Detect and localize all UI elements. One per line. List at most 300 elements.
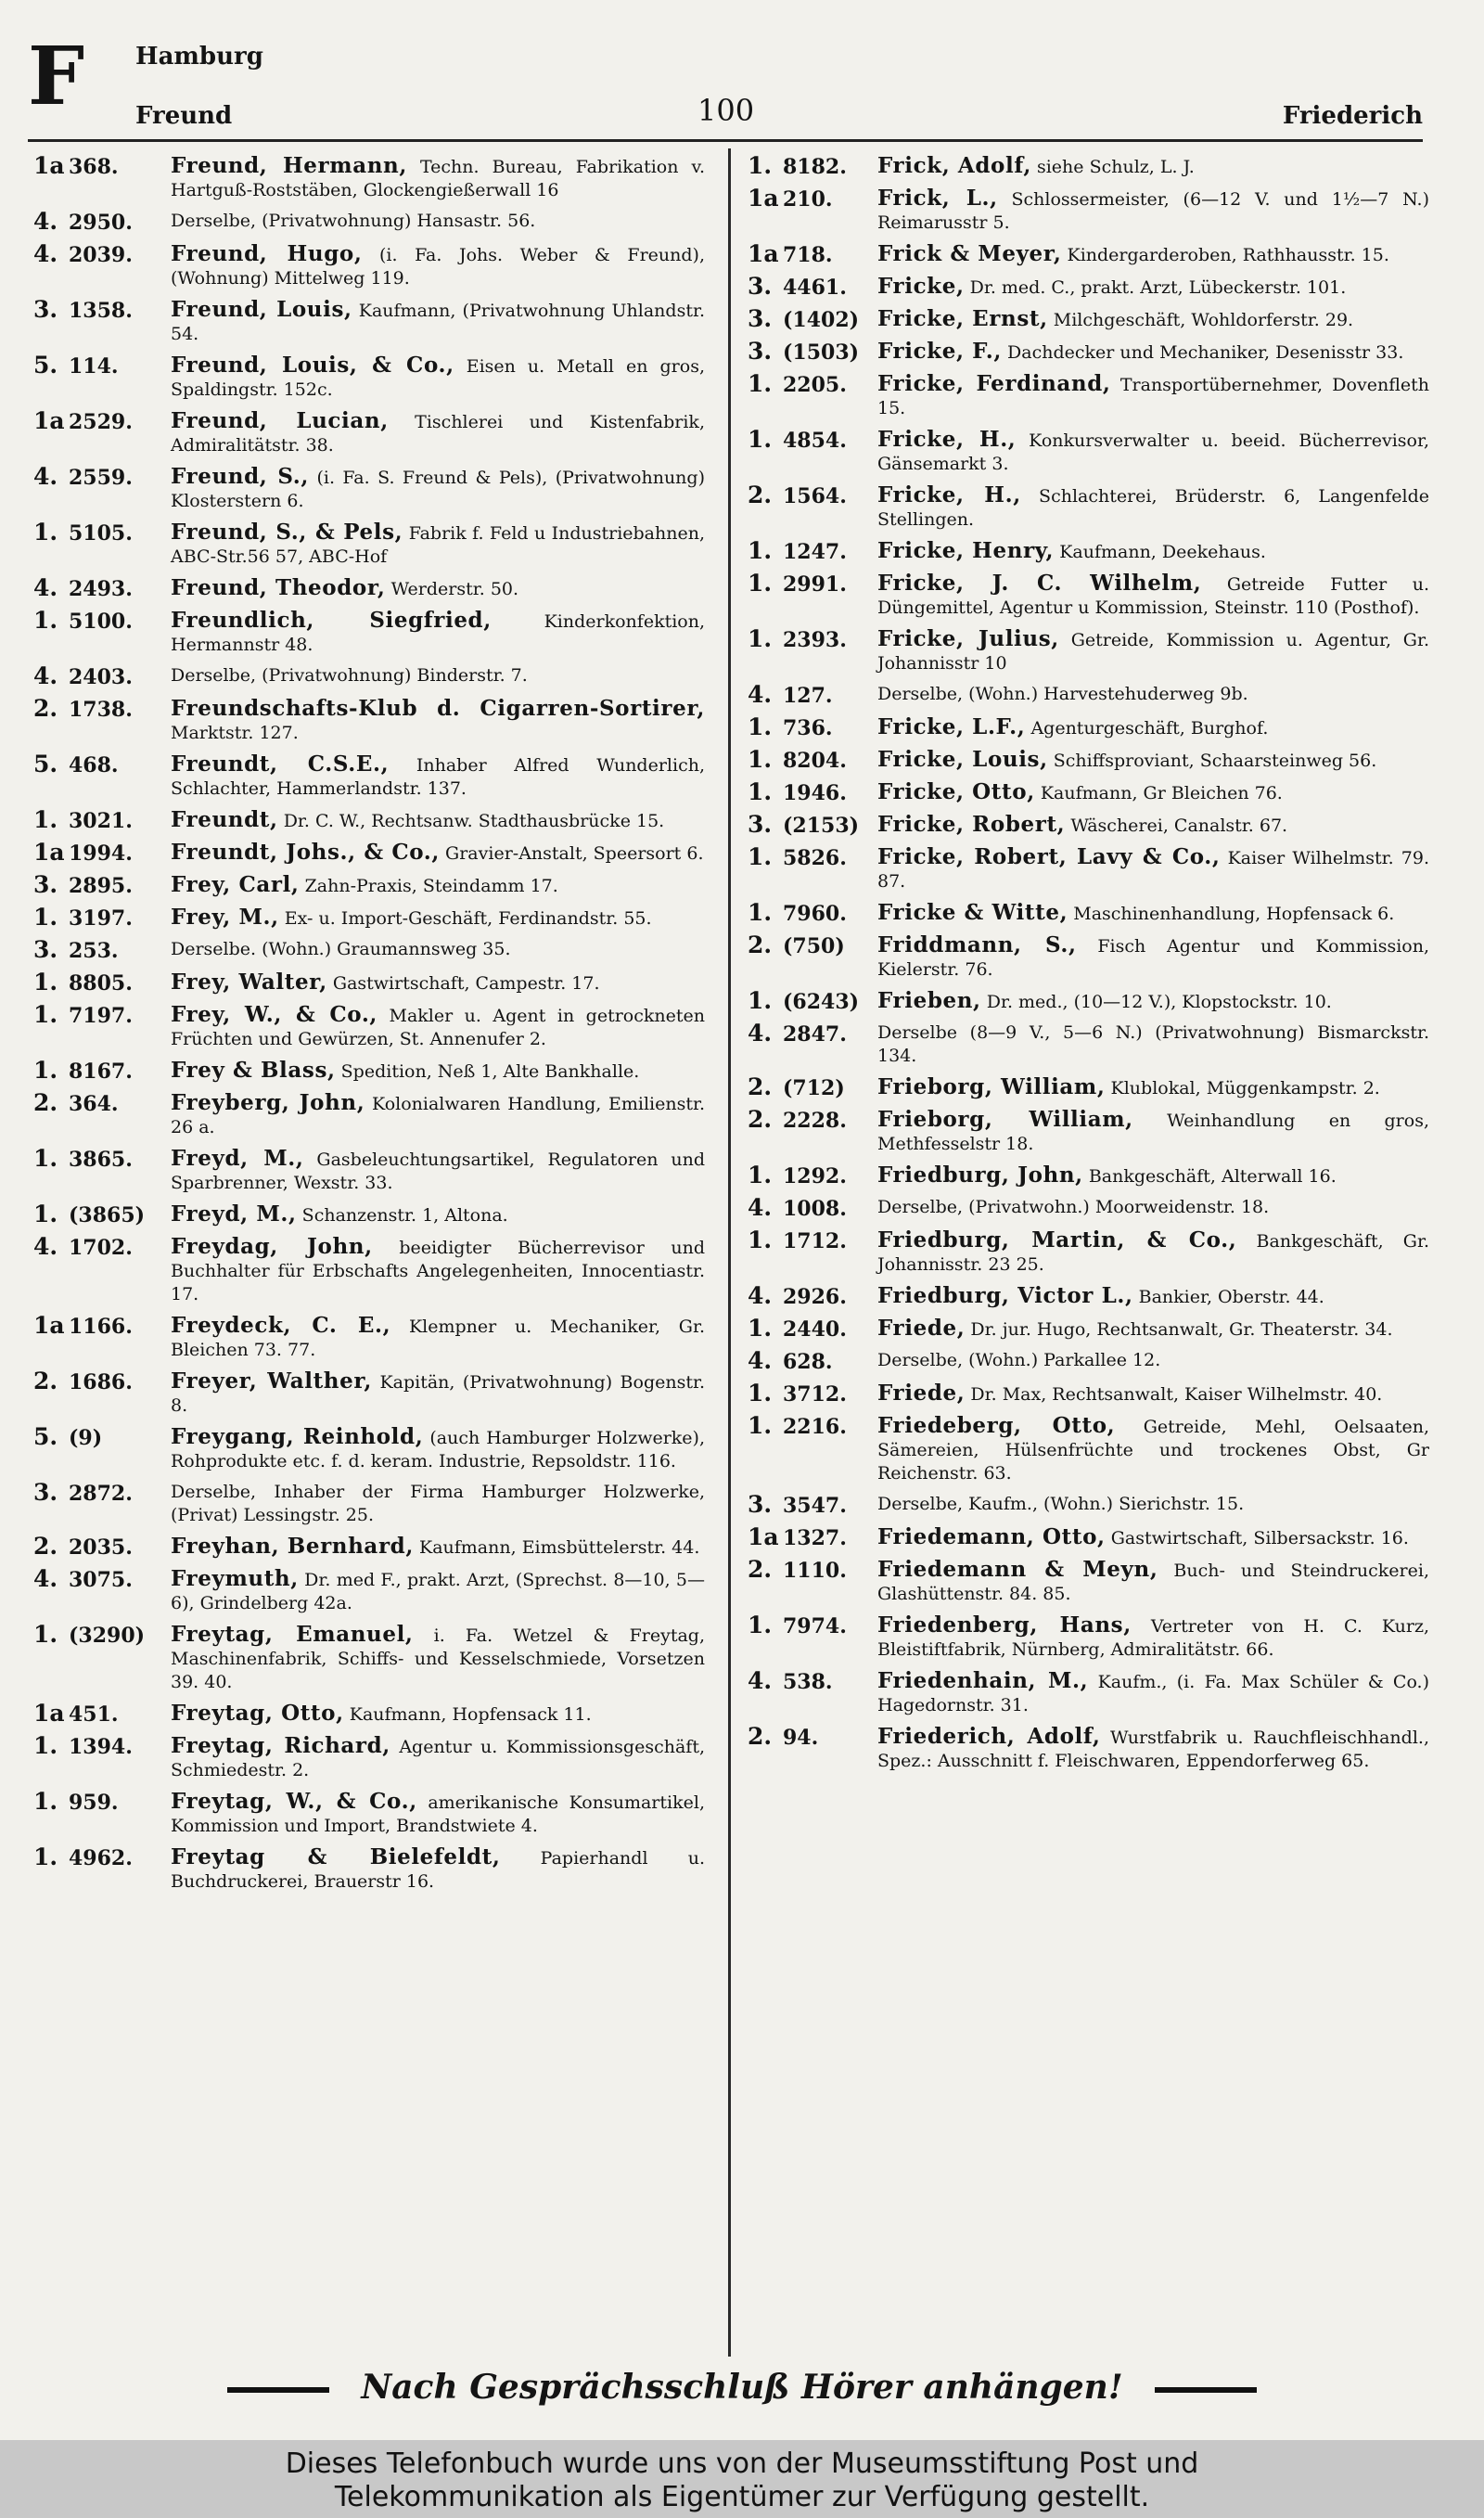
exchange-prefix: 1a	[748, 240, 779, 267]
line-number: 1686.	[69, 1370, 133, 1394]
subscriber-details: Derselbe, (Wohn.) Parkallee 12.	[877, 1350, 1161, 1370]
subscriber-name: Fricke, Louis,	[877, 747, 1048, 772]
subscriber-name: Friede,	[877, 1316, 966, 1341]
subscriber-name: Freund, S., & Pels,	[171, 520, 403, 545]
phone-number	[33, 664, 171, 689]
entry-text	[171, 210, 705, 233]
exchange-prefix: 1a	[33, 1312, 65, 1339]
exchange-prefix: 1.	[33, 969, 58, 996]
subscriber-name: Fricke, Otto,	[877, 779, 1035, 804]
line-number: 253.	[69, 939, 119, 963]
subscriber-details: Dr. med. C., prakt. Arzt, Lübeckerstr. 101.	[969, 277, 1347, 298]
line-number: (750)	[783, 934, 845, 958]
phone-number	[33, 752, 171, 777]
subscriber-details: Makler u. Agent in getrockneten Früchten und Gewürzen, St. Annenufer 2.	[171, 1006, 705, 1049]
phone-number	[33, 154, 171, 179]
subscriber-name: Frey & Blass,	[171, 1058, 336, 1083]
directory-entry	[33, 1623, 705, 1694]
subscriber-details: i. Fa. Wetzel & Freytag, Maschinenfabrik, Schiffs- und Kesselschmiede, Vorsetzen 39. 40.	[171, 1625, 705, 1692]
exchange-prefix: 1a	[33, 1700, 65, 1727]
subscriber-details: Kaiser Wilhelmstr. 79. 87.	[877, 848, 1429, 892]
line-number: (6243)	[783, 990, 860, 1014]
directory-entry	[748, 572, 1429, 620]
subscriber-details: Weinhandlung en gros, Methfesselstr 18.	[877, 1111, 1429, 1154]
entry-text	[877, 372, 1429, 420]
entry-text	[877, 186, 1429, 235]
exchange-prefix: 4.	[748, 1667, 773, 1694]
subscriber-name: Fricke, Robert, Lavy & Co.,	[877, 844, 1221, 869]
entry-text	[171, 1734, 705, 1782]
subscriber-details: Bankgeschäft, Gr. Johannisstr. 23 25.	[877, 1231, 1429, 1275]
line-number: 1358.	[69, 299, 133, 323]
exchange-prefix: 3.	[748, 338, 773, 365]
slogan-dash-right	[1155, 2387, 1257, 2393]
subscriber-name: Freyd, M.,	[171, 1146, 304, 1171]
phone-number	[748, 715, 877, 740]
line-number: 210.	[783, 187, 833, 212]
subscriber-name: Friedenberg, Hans,	[877, 1612, 1132, 1638]
line-number: 468.	[69, 753, 119, 777]
phone-number	[748, 1349, 877, 1374]
phone-number	[33, 1535, 171, 1560]
exchange-prefix: 1.	[748, 987, 773, 1014]
left-column	[33, 154, 705, 1901]
directory-entry	[748, 428, 1429, 476]
line-number: 7197.	[69, 1004, 133, 1028]
subscriber-details: Transportübernehmer, Dovenfleth 15.	[877, 375, 1429, 418]
subscriber-name: Freydag, John,	[171, 1234, 373, 1259]
subscriber-details: Kaufmann, Gr Bleichen 76.	[1040, 783, 1283, 803]
directory-entry	[748, 989, 1429, 1014]
line-number: (9)	[69, 1426, 103, 1450]
page-number: 100	[697, 93, 755, 128]
subscriber-name: Freydeck, C. E.,	[171, 1313, 391, 1338]
exchange-prefix: 2.	[33, 1533, 58, 1560]
line-number: 1738.	[69, 698, 133, 722]
entry-text	[171, 1845, 705, 1894]
subscriber-name: Freund, Hugo,	[171, 241, 363, 266]
line-number: 3197.	[69, 906, 133, 931]
subscriber-name: Frey, Carl,	[171, 872, 300, 897]
directory-entry	[748, 1317, 1429, 1342]
line-number: 538.	[783, 1670, 833, 1694]
exchange-prefix: 4.	[33, 463, 58, 490]
subscriber-details: Tischlerei und Kistenfabrik, Admiralitätstr. 38.	[171, 412, 705, 456]
directory-entry	[33, 1202, 705, 1227]
entry-text	[171, 1623, 705, 1694]
phone-number	[33, 1702, 171, 1727]
subscriber-name: Freundt, Johs., & Co.,	[171, 840, 440, 865]
exchange-prefix: 1.	[748, 152, 773, 179]
phone-number	[748, 1669, 877, 1694]
line-number: 2559.	[69, 466, 133, 490]
subscriber-name: Fricke, Henry,	[877, 538, 1055, 563]
directory-entry	[748, 715, 1429, 740]
entry-text	[877, 539, 1429, 564]
subscriber-name: Freytag & Bielefeldt,	[171, 1844, 501, 1869]
line-number: 1292.	[783, 1164, 847, 1188]
entry-text	[877, 1725, 1429, 1773]
line-number: 2216.	[783, 1415, 847, 1439]
exchange-prefix: 1.	[748, 746, 773, 773]
entry-text	[877, 1613, 1429, 1662]
exchange-prefix: 1.	[748, 1412, 773, 1439]
subscriber-details: amerikanische Konsumartikel, Kommission und Import, Brandstwiete 4.	[171, 1792, 705, 1836]
directory-entry	[748, 1381, 1429, 1407]
entry-text	[171, 576, 705, 601]
subscriber-details: Dr. Max, Rechtsanwalt, Kaiser Wilhelmstr. 40.	[970, 1384, 1383, 1405]
exchange-prefix: 1.	[748, 537, 773, 564]
entry-text	[877, 1669, 1429, 1717]
entry-text	[171, 808, 705, 833]
entry-text	[171, 242, 705, 290]
exchange-prefix: 4.	[748, 1347, 773, 1374]
directory-entry	[33, 576, 705, 601]
subscriber-details: Agentur u. Kommissionsgeschäft, Schmiedestr. 2.	[171, 1737, 705, 1780]
slogan-text: Nach Gesprächsschluß Hörer anhängen!	[361, 2368, 1123, 2407]
directory-entry	[33, 906, 705, 931]
phone-number	[748, 1525, 877, 1550]
phone-number	[748, 989, 877, 1014]
phone-number	[748, 845, 877, 870]
subscriber-details: Gasbeleuchtungsartikel, Regulatoren und Sparbrenner, Wexstr. 33.	[171, 1150, 705, 1193]
phone-number	[33, 1734, 171, 1759]
subscriber-details: Maschinenhandlung, Hopfensack 6.	[1073, 904, 1395, 924]
entry-text	[171, 353, 705, 402]
entry-text	[877, 1108, 1429, 1156]
directory-entry	[748, 1196, 1429, 1221]
directory-entry	[33, 1059, 705, 1084]
entry-text	[877, 1284, 1429, 1309]
subscriber-name: Freundschafts-Klub d. Cigarren-Sortirer,	[171, 696, 705, 721]
exchange-prefix: 1.	[748, 1315, 773, 1342]
directory-entry	[748, 1108, 1429, 1156]
line-number: 718.	[783, 243, 833, 267]
exchange-prefix: 1.	[748, 370, 773, 397]
subscriber-name: Friedburg, Martin, & Co.,	[877, 1227, 1237, 1253]
directory-entry	[33, 242, 705, 290]
line-number: (3865)	[69, 1203, 146, 1227]
entry-text	[877, 340, 1429, 365]
directory-entry	[33, 1790, 705, 1838]
directory-entry	[748, 845, 1429, 893]
subscriber-details: Derselbe, Kaufm., (Wohn.) Sierichstr. 15.	[877, 1494, 1245, 1514]
line-number: 2039.	[69, 243, 133, 267]
phone-number	[748, 1558, 877, 1583]
exchange-prefix: 1.	[748, 899, 773, 926]
directory-entry	[33, 1147, 705, 1195]
phone-number	[748, 627, 877, 652]
line-number: 7960.	[783, 902, 847, 926]
directory-entry	[33, 1535, 705, 1560]
entry-text	[171, 409, 705, 457]
subscriber-details: Schiffsproviant, Schaarsteinweg 56.	[1053, 751, 1377, 771]
phone-number	[33, 970, 171, 996]
exchange-prefix: 2.	[748, 1556, 773, 1583]
line-number: 5105.	[69, 521, 133, 546]
directory-entry	[33, 1091, 705, 1139]
phone-number	[33, 1235, 171, 1260]
exchange-prefix: 3.	[33, 871, 58, 898]
subscriber-name: Friederich, Adolf,	[877, 1724, 1101, 1749]
phone-number	[33, 1003, 171, 1028]
entry-text	[171, 1425, 705, 1473]
entry-text	[877, 845, 1429, 893]
entry-text	[877, 813, 1429, 838]
entry-text	[877, 483, 1429, 532]
subscriber-details: Techn. Bureau, Fabrikation v. Hartguß-Roststäben, Glockengießerwall 16	[171, 157, 705, 200]
directory-entry	[748, 1228, 1429, 1277]
subscriber-name: Fricke & Witte,	[877, 900, 1068, 925]
entry-text	[877, 1317, 1429, 1342]
entry-text	[877, 572, 1429, 620]
subscriber-name: Fricke, F.,	[877, 339, 1002, 364]
phone-number	[748, 275, 877, 300]
directory-entry	[748, 1163, 1429, 1188]
line-number: 2393.	[783, 628, 847, 652]
subscriber-details: Klublokal, Müggenkampstr. 2.	[1110, 1078, 1380, 1098]
line-number: 4854.	[783, 429, 847, 453]
directory-entry	[33, 409, 705, 457]
exchange-prefix: 2.	[748, 931, 773, 958]
exchange-prefix: 1.	[748, 1612, 773, 1638]
subscriber-name: Friede,	[877, 1381, 966, 1406]
line-number: 2529.	[69, 410, 133, 434]
subscriber-name: Frey, M.,	[171, 905, 279, 930]
directory-entry	[748, 483, 1429, 532]
directory-entry	[748, 1021, 1429, 1068]
subscriber-details: Buch- und Steindruckerei, Glashüttenstr. 84. 85.	[877, 1561, 1429, 1604]
subscriber-details: Gastwirtschaft, Campestr. 17.	[332, 973, 600, 994]
phone-number	[33, 841, 171, 866]
directory-entry	[33, 520, 705, 569]
phone-number	[748, 1414, 877, 1439]
subscriber-details: Wurstfabrik u. Rauchfleischhandl., Spez.: Ausschnitt f. Fleischwaren, Eppendorferweg 65.	[877, 1728, 1429, 1771]
exchange-prefix: 1.	[748, 570, 773, 597]
subscriber-name: Frick, L.,	[877, 186, 998, 211]
entry-text	[171, 154, 705, 202]
directory-entry	[33, 1003, 705, 1051]
subscriber-details: Kindergarderoben, Rathhausstr. 15.	[1067, 245, 1389, 265]
phone-number	[748, 1196, 877, 1221]
subscriber-details: Schlossermeister, (6—12 V. und 1½—7 N.) Reimarusstr 5.	[877, 189, 1429, 233]
subscriber-details: Milchgeschäft, Wohldorferstr. 29.	[1053, 310, 1354, 330]
subscriber-name: Frey, Walter,	[171, 970, 327, 995]
subscriber-name: Friedeberg, Otto,	[877, 1413, 1116, 1438]
line-number: 1994.	[69, 841, 133, 866]
first-entry-name: Freund	[135, 102, 233, 130]
line-number: 2493.	[69, 577, 133, 601]
directory-entry	[748, 1725, 1429, 1773]
entry-text	[171, 1481, 705, 1527]
subscriber-details: Dr. C. W., Rechtsanw. Stadthausbrücke 15.	[283, 811, 665, 831]
subscriber-name: Frieborg, William,	[877, 1107, 1133, 1132]
phone-number	[748, 154, 877, 179]
phone-number	[33, 520, 171, 546]
entry-text	[877, 1021, 1429, 1068]
exchange-prefix: 1a	[748, 185, 779, 212]
subscriber-details: Kaufmann, Deekehaus.	[1059, 542, 1266, 562]
subscriber-details: Kaufm., (i. Fa. Max Schüler & Co.) Hagedornstr. 31.	[877, 1672, 1430, 1715]
line-number: 1564.	[783, 484, 847, 508]
directory-entry	[748, 1493, 1429, 1518]
subscriber-details: Getreide, Kommission u. Agentur, Gr. Johannisstr 10	[877, 630, 1429, 674]
exchange-prefix: 1a	[33, 839, 65, 866]
exchange-prefix: 4.	[33, 574, 58, 601]
line-number: 2895.	[69, 874, 133, 898]
subscriber-name: Friddmann, S.,	[877, 932, 1077, 957]
phone-number	[33, 210, 171, 235]
section-letter: F	[28, 30, 85, 123]
entry-text	[877, 1228, 1429, 1277]
line-number: 127.	[783, 684, 833, 708]
subscriber-details: Eisen u. Metall en gros, Spaldingstr. 152c.	[171, 356, 705, 400]
subscriber-details: Gravier-Anstalt, Speersort 6.	[445, 843, 704, 864]
phone-number	[33, 1059, 171, 1084]
subscriber-name: Freytag, W., & Co.,	[171, 1789, 417, 1814]
phone-number	[748, 1381, 877, 1407]
phone-number	[748, 933, 877, 958]
subscriber-details: Derselbe. (Wohn.) Graumannsweg 35.	[171, 939, 511, 959]
subscriber-name: Freund, Theodor,	[171, 575, 386, 600]
subscriber-details: Gastwirtschaft, Silbersackstr. 16.	[1110, 1528, 1409, 1548]
directory-entry	[33, 1235, 705, 1306]
exchange-prefix: 1.	[33, 1621, 58, 1648]
ownership-notice-bar	[0, 2440, 1484, 2518]
exchange-prefix: 1.	[33, 1732, 58, 1759]
directory-entry	[33, 841, 705, 866]
entry-text	[877, 1414, 1429, 1485]
city-name: Hamburg	[135, 43, 263, 71]
line-number: 3712.	[783, 1382, 847, 1407]
directory-entry	[748, 683, 1429, 708]
exchange-prefix: 1.	[748, 426, 773, 453]
line-number: 3547.	[783, 1494, 847, 1518]
phone-number	[748, 1725, 877, 1750]
phone-number	[748, 428, 877, 453]
phone-number	[33, 1314, 171, 1339]
phone-number	[33, 1845, 171, 1870]
phone-number	[748, 372, 877, 397]
exchange-prefix: 4.	[748, 681, 773, 708]
subscriber-details: Derselbe, (Wohn.) Harvestehuderweg 9b.	[877, 684, 1248, 704]
entry-text	[171, 906, 705, 931]
line-number: 1394.	[69, 1735, 133, 1759]
phone-number	[748, 780, 877, 805]
entry-text	[877, 715, 1429, 740]
entry-text	[877, 242, 1429, 267]
subscriber-name: Fricke,	[877, 274, 965, 299]
phone-number	[33, 576, 171, 601]
exchange-prefix: 1.	[33, 806, 58, 833]
subscriber-details: Derselbe, (Privatwohn.) Moorweidenstr. 18.	[877, 1197, 1270, 1217]
directory-entry	[748, 748, 1429, 773]
entry-text	[877, 748, 1429, 773]
phone-number	[748, 307, 877, 332]
directory-entry	[748, 275, 1429, 300]
entry-text	[171, 1059, 705, 1084]
entry-text	[171, 752, 705, 801]
subscriber-name: Friedburg, John,	[877, 1163, 1083, 1188]
exchange-prefix: 1.	[748, 1227, 773, 1253]
directory-entry	[748, 1414, 1429, 1485]
subscriber-name: Freyberg, John,	[171, 1090, 365, 1115]
phone-number	[33, 242, 171, 267]
directory-entry	[748, 340, 1429, 365]
phone-number	[748, 539, 877, 564]
directory-entry	[33, 808, 705, 833]
subscriber-name: Fricke, Ferdinand,	[877, 371, 1111, 396]
phone-number	[748, 483, 877, 508]
subscriber-details: Kapitän, (Privatwohnung) Bogenstr. 8.	[171, 1372, 706, 1416]
directory-entry	[33, 1314, 705, 1362]
directory-entry	[33, 697, 705, 745]
entry-text	[171, 1790, 705, 1838]
subscriber-name: Fricke, H.,	[877, 427, 1017, 452]
directory-entry	[748, 1669, 1429, 1717]
right-column	[748, 154, 1429, 1780]
line-number: 2228.	[783, 1109, 847, 1133]
subscriber-details: Derselbe, (Privatwohnung) Hansastr. 56.	[171, 211, 536, 231]
phone-number	[748, 1284, 877, 1309]
subscriber-name: Freundt, C.S.E.,	[171, 752, 390, 777]
exchange-prefix: 1.	[748, 843, 773, 870]
exchange-prefix: 2.	[33, 1089, 58, 1116]
entry-text	[171, 1314, 705, 1362]
entry-text	[171, 873, 705, 898]
exchange-prefix: 3.	[33, 1479, 58, 1506]
entry-text	[877, 901, 1429, 926]
line-number: 8182.	[783, 155, 847, 179]
phone-number	[748, 813, 877, 838]
phone-number	[748, 1228, 877, 1253]
directory-entry	[33, 298, 705, 346]
directory-entry	[748, 780, 1429, 805]
subscriber-details: Ex- u. Import-Geschäft, Ferdinandstr. 55.	[284, 908, 652, 929]
phone-number	[748, 186, 877, 212]
subscriber-name: Fricke, L.F.,	[877, 714, 1026, 739]
exchange-prefix: 4.	[33, 208, 58, 235]
subscriber-name: Freundt,	[171, 807, 278, 832]
directory-entry	[748, 154, 1429, 179]
line-number: 368.	[69, 155, 119, 179]
phone-number	[748, 242, 877, 267]
subscriber-name: Friedemann & Meyn,	[877, 1557, 1158, 1582]
subscriber-details: Schlachterei, Brüderstr. 6, Langenfelde Stellingen.	[877, 486, 1429, 530]
subscriber-details: Getreide, Mehl, Oelsaaten, Sämereien, Hülsenfrüchte und trockenes Obst, Gr Reichenstr. 63.	[877, 1417, 1429, 1484]
entry-text	[171, 1202, 705, 1227]
exchange-prefix: 1a	[33, 152, 65, 179]
directory-entry	[748, 1284, 1429, 1309]
directory-entry	[33, 664, 705, 689]
entry-text	[171, 938, 705, 961]
line-number: (2153)	[783, 814, 860, 838]
entry-text	[171, 1091, 705, 1139]
entry-text	[877, 1381, 1429, 1407]
line-number: 364.	[69, 1092, 119, 1116]
directory-entry	[748, 372, 1429, 420]
exchange-prefix: 3.	[33, 936, 58, 963]
subscriber-name: Freund, S.,	[171, 464, 310, 489]
subscriber-name: Fricke, H.,	[877, 482, 1021, 507]
entry-text	[877, 1163, 1429, 1188]
subscriber-name: Freund, Hermann,	[171, 153, 407, 178]
subscriber-name: Friedenhain, M.,	[877, 1668, 1089, 1693]
exchange-prefix: 1.	[33, 904, 58, 931]
subscriber-details: Konkursverwalter u. beeid. Bücherrevisor, Gänsemarkt 3.	[877, 430, 1429, 474]
subscriber-details: Vertreter von H. C. Kurz, Bleistiftfabrik, Nürnberg, Admiralitätstr. 66.	[877, 1616, 1429, 1660]
subscriber-name: Freygang, Reinhold,	[171, 1424, 424, 1449]
